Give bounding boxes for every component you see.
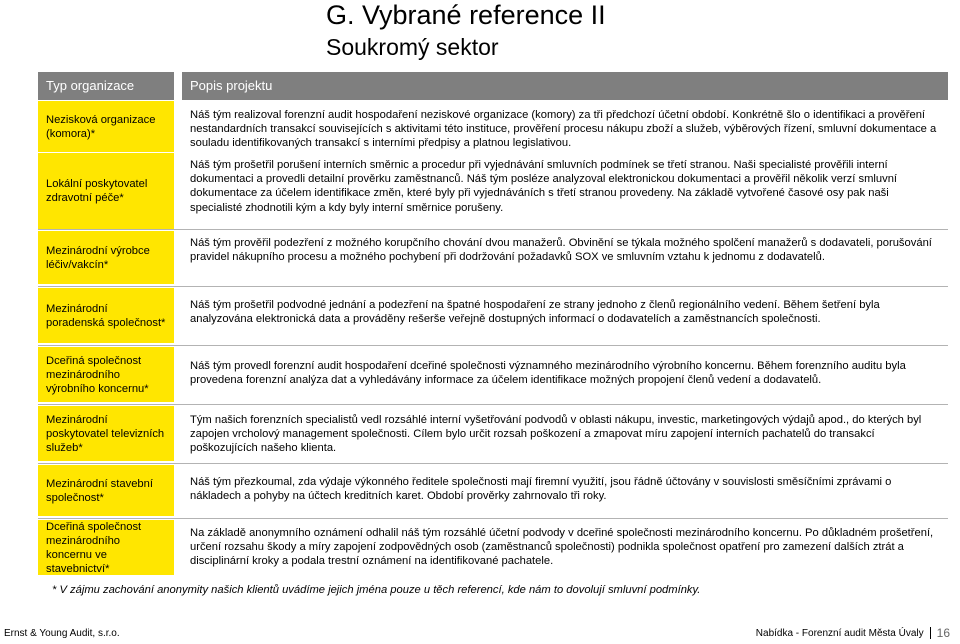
description-text: Tým našich forenzních specialistů vedl rozsáhlé interní vyšetřování podvodů v oblasti nákupu, investic, marketingových výdajů apod., do kterých byl zapojen vrcholový management společnosti. Cílem bylo určit rozsah poškození a zmapovat míru zapojení interních pachatelů do transakcí poškozujících našeho klienta.	[190, 414, 922, 455]
org-cell	[38, 231, 174, 284]
row-divider	[38, 404, 948, 405]
description-text: Náš tým provedl forenzní audit hospodaření dceřiné společnosti významného mezinárodního výrobního koncernu. Během forenzního auditu byla provedena forenzní analýza dat a vyhledávány informace za účelem identifikace možných propojení členů vedení a dodavatelů.	[190, 360, 906, 387]
description-text: Náš tým prověřil podezření z možného korupčního chování dvou manažerů. Obvinění se týkala možného spolčení manažerů s dodavateli, porušování pravidel nákupního procesu a možného pochybení při dodržování požadavků SOX ve smluvním vztahu k jednomu z dodavatelů.	[190, 237, 932, 264]
description-text: Náš tým prošetřil podvodné jednání a podezření na špatné hospodaření ze strany jednoho z členů regionálního vedení. Během šetření byla analyzována elektronická data a prováděny rešerše veřejně dostupných informací o dodavatelích a zaměstnancích společnosti.	[190, 299, 880, 326]
org-label: Mezinárodní výrobce léčiv/vakcín*	[46, 244, 150, 271]
org-cell	[38, 520, 174, 575]
page-subtitle: Soukromý sektor	[326, 34, 499, 60]
project-description	[190, 298, 940, 333]
org-cell	[38, 406, 174, 461]
org-label: Lokální poskytovatel zdravotní péče*	[46, 178, 148, 204]
page-number: 16	[936, 626, 950, 640]
column-header-description: Popis projektu	[182, 72, 948, 100]
page-title: G. Vybrané reference II	[326, 0, 606, 30]
org-cell	[38, 153, 174, 229]
footer-right	[756, 626, 950, 640]
footer-separator	[930, 627, 931, 639]
project-description	[190, 413, 940, 463]
description-text: Náš tým prošetřil porušení interních směrnic a procedur při vyjednávání smluvních podmínek se třetí stranou. Naši specialisté prověřili interní dokumentaci a provedli detailní prověrku zaměstnanců. Náš tým posléze analyzoval elektronickou dokumentaci a prověřil několik verzí smluvní dokumentace za účelem identifikace změn, které byly při vyjednáváních s třetí stranou provedeny. Na základě vytvořené časové osy pak naši specialisté zhodnotili kým a kdy byly interní směrnice porušeny.	[190, 159, 898, 214]
row-divider	[38, 286, 948, 287]
company-name: Ernst & Young Audit, s.r.o.	[4, 628, 120, 639]
org-label: Dceřiná společnost mezinárodního výrobního koncernu*	[46, 354, 149, 395]
description-text: Náš tým přezkoumal, zda výdaje výkonného ředitele společnosti mají firemní využití, jsou řádně účtovány v souvislosti směsíčními zprávami o nákladech a pohyby na účtech kreditních karet. Období prověrky zahrnovalo tři roky.	[190, 476, 892, 503]
project-description	[190, 108, 940, 158]
org-label: Dceřiná společnost mezinárodního koncernu ve stavebnictví*	[46, 520, 142, 575]
org-cell	[38, 288, 174, 343]
row-divider	[38, 463, 948, 464]
anonymity-footnote: * V zájmu zachování anonymity našich klientů uvádíme jejich jména pouze u těch referencí, kde nám to dovolují smluvní podmínky.	[52, 584, 701, 596]
org-cell	[38, 347, 174, 402]
row-divider	[38, 518, 948, 519]
org-label: Mezinárodní stavební společnost*	[46, 477, 153, 504]
project-description	[190, 359, 940, 394]
org-label: Mezinárodní poskytovatel televizních služeb*	[46, 413, 165, 454]
project-description	[190, 236, 940, 271]
project-description	[190, 526, 940, 576]
org-label: Nezisková organizace (komora)*	[46, 113, 156, 140]
project-description	[190, 158, 940, 222]
row-divider	[38, 345, 948, 346]
org-cell	[38, 101, 174, 152]
document-title: Nabídka - Forenzní audit Města Úvaly	[755, 627, 924, 639]
description-text: Na základě anonymního oznámení odhalil náš tým rozsáhlé účetní podvody v dceřiné společnosti mezinárodního koncernu. Po důkladném prošetření, určení rozsahu škody a míry zapojení zodpovědných osob (zaměstnanců společnosti) podnikla společnost opatření pro zamezení dalších ztrát a disciplinární kroky a podala trestní oznámení na identifikované pachatele.	[190, 527, 934, 568]
row-divider	[38, 229, 948, 230]
org-cell	[38, 465, 174, 516]
description-text: Náš tým realizoval forenzní audit hospodaření neziskové organizace (komory) za tři předchozí účetní období. Konkrétně šlo o identifikaci a prověření nestandardních transakcí souvisejících s aktivitami této instituce, prověření procesu nákupu zboží a služeb, výběrových řízení, smluvní dokumentace a souladu identifikovaných transakcí s interními předpisy a platnou legislativou.	[190, 109, 937, 150]
org-label: Mezinárodní poradenská společnost*	[46, 302, 166, 329]
project-description	[190, 475, 940, 510]
column-header-organization: Typ organizace	[38, 72, 174, 100]
